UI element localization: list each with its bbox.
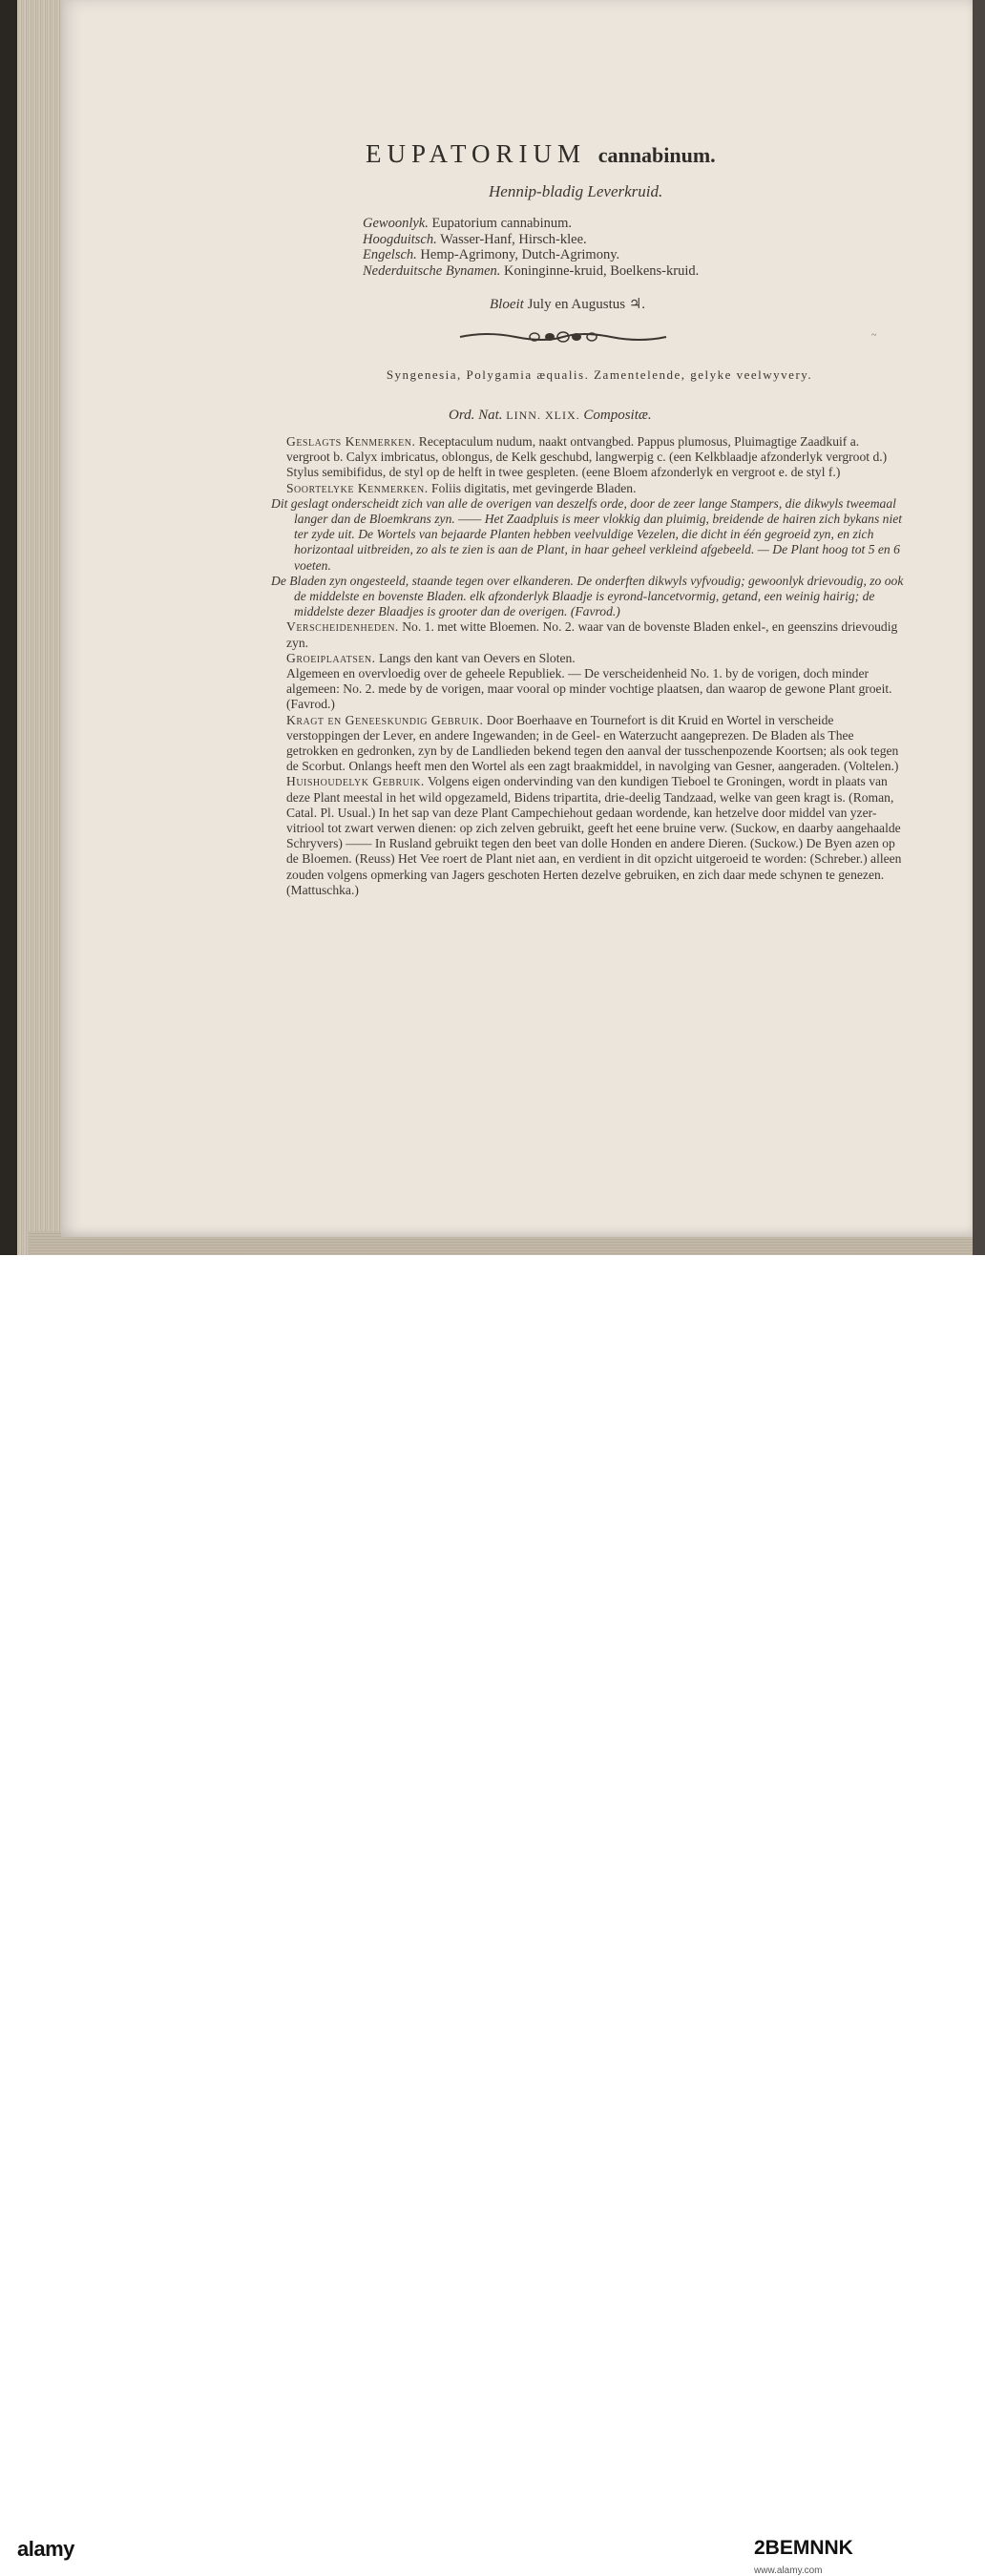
- para-text: No. 1. met witte Bloemen. No. 2. waar van de bovenste Bladen enkel-, en geenszins drievoudig zyn.: [286, 619, 898, 650]
- name-text: Hemp-Agrimony, Dutch-Agrimony.: [420, 247, 620, 262]
- book-shadow: [973, 0, 985, 1255]
- para-label: Verscheidenheden.: [286, 619, 399, 635]
- para-text: Foliis digitatis, met gevingerde Bladen.: [431, 480, 637, 495]
- para-label: Groeiplaatsen.: [286, 650, 376, 665]
- paragraph-distribution: Algemeen en overvloedig over de geheele Republiek. — De verscheidenheid No. 1. by de vorigen, doch minder algemeen: No. 2. mede by de vorigen, maar vooral op minder vochtige plaatsen, dan waarop de gewone Plant groeit. (Favrod.): [286, 666, 892, 712]
- name-line: [363, 263, 699, 280]
- bloeit-text: July en Augustus: [527, 297, 626, 312]
- perennial-symbol: ♃.: [628, 297, 646, 312]
- name-lang: Gewoonlyk.: [363, 216, 429, 231]
- paragraph-description: Dit geslagt onderscheidt zich van alle de overigen van deszelfs orde, door de zeer lange Stampers, die dikwyls tweemaal langer dan de Bloemkrans zyn. —— Het Zaadpluis is meer vlokkig dan pluimig, breidende de hairen zich bykans niet ter zyde uit. De Wortels van bejaarde Planten hebben veelvuldige Vezelen, die dicht in één gegroeid zyn, en zich horizontaal uitbreiden, zo als te zien is aan de Plant, in haar geheel verkleind afgebeeld. — De Plant hoog tot 5 en 6 voeten.: [271, 495, 903, 573]
- paragraph-household: [260, 774, 905, 898]
- watermark-bar: [0, 1255, 985, 2576]
- name-text: Wasser-Hanf, Hirsch-klee.: [440, 231, 587, 247]
- para-text: Door Boerhaave en Tournefort is dit Kruid en Wortel in verscheide verstoppingen der Lever, en andere Ingewanden; in de Geel- en Waterzucht aangeprezen. De Bladen als Thee getrokken en gedronken, zyn by de Landlieden bekend tegen den aanval der tusschenpozende Koortsen; als ook tegen de Scorbut. Onlangs heeft men den Wortel als een zagt braakmiddel, in navolging van Gesner, aangeraden. (Voltelen.): [286, 712, 899, 774]
- page-subtitle: Hennip-bladig Leverkruid.: [489, 182, 663, 200]
- name-lang: Hoogduitsch.: [363, 231, 437, 247]
- ord-name: Compositæ.: [583, 408, 652, 423]
- paragraph-medicinal: [260, 713, 905, 775]
- watermark-url: www.alamy.com: [754, 2566, 823, 2576]
- para-text: Langs den kant van Oevers en Sloten.: [378, 650, 576, 665]
- paragraph-generic: [260, 434, 905, 481]
- book-page-edges: [17, 0, 67, 1255]
- ink-mark: ~: [871, 330, 877, 341]
- name-text: Eupatorium cannabinum.: [431, 216, 573, 231]
- para-text: Receptaculum nudum, naakt ontvangbed. Pappus plumosus, Pluimagtige Zaadkuif a. vergroot b. Calyx imbricatus, oblongus, de Kelk geschubd, langwerpig c. (een Kelkblaadje afzonderlyk vergroot d.) Stylus semibifidus, de styl op de helft in twee gespleten. (eene Bloem afzonderlyk en vergroot e. de styl f.): [286, 434, 888, 480]
- title-species: cannabinum.: [597, 143, 716, 167]
- para-label: Soortelyke Kenmerken.: [286, 480, 429, 495]
- alamy-logo: alamy: [17, 2537, 74, 2561]
- name-lang: Engelsch.: [363, 247, 417, 262]
- ornament-divider: [458, 329, 668, 345]
- para-text: Volgens eigen ondervinding van den kundigen Tieboel te Groningen, wordt in plaats van deze Plant meestal in het wild opgezameld, Bidens tripartita, drie-deelig Tandzaad, welke van geen kragt is. (Roman, Catal. Pl. Usual.) In het sap van deze Plant Campechiehout gedaan wordende, kan hetzelve door middel van yzer-vitriool tot zwart verwen dienen: op zich zelven gebruikt, geeft het eene bruine verw. (Suckow, en daarby aangehaalde Schryvers) —— In Rusland gebruikt tegen den beet van dolle Honden en andere Dieren. (Suckow.) De Byen azen op de Bloemen. (Reuss) Het Vee roert de Plant niet aan, en verdient in dit opzicht uitgeroeid te worden: (Schreber.) alleen zouden volgens opmerking van Jagers geschoten Herten dezelve gebruiken, en zich daar mede schynen te genezen. (Mattuschka.): [286, 774, 902, 897]
- paragraph-leaves: De Bladen zyn ongesteeld, staande tegen over elkanderen. De onderften dikwyls vyfvoudig; gewoonlyk drievoudig, zo ook de middelste en bovenste Bladen. elk afzonderlyk Blaadje is eyrond-lancetvormig, getand, een weinig hairig; de middelste dezer Blaadjes is grooter dan de overigen. (Favrod.): [271, 573, 904, 619]
- bloeit-label: Bloeit: [490, 297, 524, 312]
- natural-order: [449, 408, 652, 424]
- ord-prefix: Ord. Nat.: [449, 408, 503, 423]
- title-genus: EUPATORIUM: [366, 139, 587, 168]
- paragraph-varieties: [260, 619, 905, 650]
- ord-linn: LINN. XLIX.: [506, 408, 580, 422]
- name-line: [363, 216, 699, 232]
- name-line: [363, 247, 699, 263]
- paragraph-specific: [260, 481, 905, 496]
- book-photo: [0, 0, 985, 1255]
- flowering-line: [490, 295, 645, 313]
- para-label: Kragt en Geneeskundig Gebruik.: [286, 712, 484, 727]
- common-names: [363, 216, 699, 279]
- body-text: [260, 434, 905, 898]
- name-line: [363, 232, 699, 248]
- paragraph-habitat: [260, 651, 905, 666]
- classification: Syngenesia, Polygamia æqualis. Zamentelende, gelyke veelwyvery.: [386, 367, 813, 382]
- para-label: Geslagts Kenmerken.: [286, 434, 416, 449]
- para-label: Huishoudelyk Gebruik.: [286, 774, 425, 789]
- page-title: [366, 139, 716, 169]
- name-text: Koninginne-kruid, Boelkens-kruid.: [504, 262, 700, 279]
- image-id: 2BEMNNK: [754, 2537, 853, 2559]
- name-lang: Nederduitsche Bynamen.: [363, 262, 501, 279]
